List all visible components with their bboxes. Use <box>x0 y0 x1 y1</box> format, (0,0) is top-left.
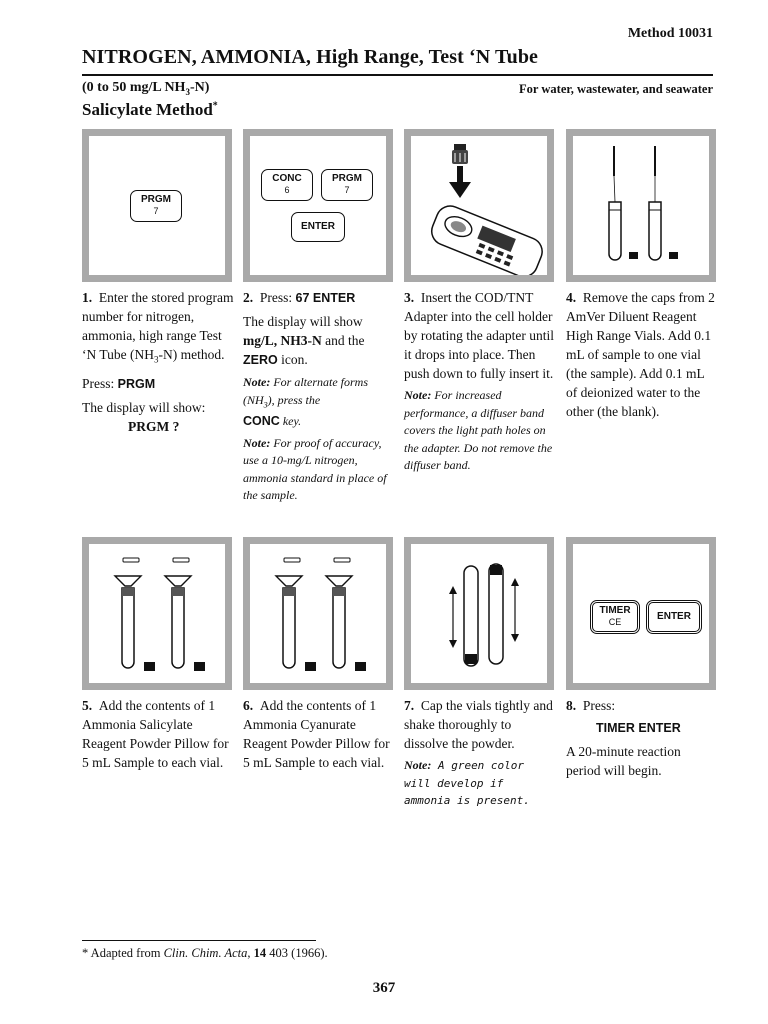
prgm-key: PRGM 7 <box>321 169 373 201</box>
step-8: 8. Press: TIMER ENTER A 20-minute reaction period will begin. <box>566 696 718 784</box>
prgm-key-label: PRGM <box>117 376 156 391</box>
adapter-insertion-illustration <box>411 136 547 275</box>
page-number: 367 <box>372 980 396 996</box>
illustration-step-8 <box>566 537 716 690</box>
footnote: * Adapted from Clin. Chim. Acta, 14 403 (1966). <box>82 946 328 960</box>
method-subtitle: Salicylate Method* <box>82 100 218 119</box>
step-5: 5. Add the contents of 1 Ammonia Salicylate Reagent Powder Pillow for 5 mL Sample to each vial. <box>82 698 229 770</box>
note-alternate-forms: Note: For alternate forms $(NH_3)$, press the CONC key. <box>243 375 368 429</box>
powder-pillow-funnel-illustration-2 <box>250 544 386 683</box>
step-4: 4. Remove the caps from 2 AmVer Diluent Reagent High Range Vials. Add 0.1 mL of sample to one vial (the sample). Add 0.1 mL of deionized water to the other (the blank). <box>566 290 715 419</box>
note-accuracy: Note: For proof of accuracy, use a 10-mg/L nitrogen, ammonia standard in place of the sample. <box>243 435 387 503</box>
illustration-step-4 <box>566 129 716 282</box>
powder-pillow-funnel-illustration <box>89 544 225 683</box>
shake-vials-illustration <box>411 544 547 683</box>
note-diffuser: Note: For increased performance, a diffuser band covers the light path holes on the adapter. Do not remove the diffuser band. <box>404 388 553 472</box>
step-7: 7. Cap the vials tightly and shake thoroughly to dissolve the powder. Note: A green color will develop if ammonia is present. <box>404 696 556 814</box>
timer-key: TIMER CE <box>590 600 640 634</box>
illustration-step-7 <box>404 537 554 690</box>
prgm-key: PRGM 7 <box>130 190 182 222</box>
note-green-color: Note: A green color will develop if ammonia is present. <box>404 758 530 807</box>
title-rule <box>82 74 713 76</box>
display-readout: PRGM ? <box>128 418 180 434</box>
illustration-step-6 <box>243 537 393 690</box>
step-2: 2. Press: 67 ENTER The display will show mg/L, NH3-N and the ZERO icon. Note: For alternate forms $(NH_3)$, press the CONC key. Note: For proof of accuracy, use a 10-mg/L nitrogen, ammonia standard in place of the sample. <box>243 288 395 509</box>
conc-key: CONC 6 <box>261 169 313 201</box>
illustration-step-2 <box>243 129 393 282</box>
key-sequence: 67 ENTER <box>295 291 356 305</box>
page-title: NITROGEN, AMMONIA, High Range, Test ‘N Tube <box>82 46 539 68</box>
footnote-rule <box>82 940 316 941</box>
step-6: 6. Add the contents of 1 Ammonia Cyanurate Reagent Powder Pillow for 5 mL Sample to each vial. <box>243 698 390 770</box>
illustration-step-3 <box>404 129 554 282</box>
enter-key: ENTER <box>646 600 702 634</box>
key-sequence: TIMER ENTER <box>596 721 681 735</box>
illustration-step-1 <box>82 129 232 282</box>
applies-to: For water, wastewater, and seawater <box>519 82 713 96</box>
illustration-step-5 <box>82 537 232 690</box>
pipette-vials-illustration <box>573 136 709 275</box>
range-label: (0 to 50 mg/L $NH_3-N$) <box>82 80 210 97</box>
step-1: 1. Enter the stored program number for nitrogen, ammonia, high range Test ‘N Tube $(NH_3-N)$ method. Press: PRGM The display will show: PRGM ? <box>82 290 234 434</box>
enter-key: ENTER <box>291 212 345 242</box>
step-3: 3. Insert the COD/TNT Adapter into the cell holder by rotating the adapter until it drops into place. Then push down to fully insert it. Note: For increased performance, a diffuser band covers the light path holes on the adapter. Do not remove the diffuser band. <box>404 288 556 479</box>
method-number: Method 10031 <box>627 26 713 41</box>
